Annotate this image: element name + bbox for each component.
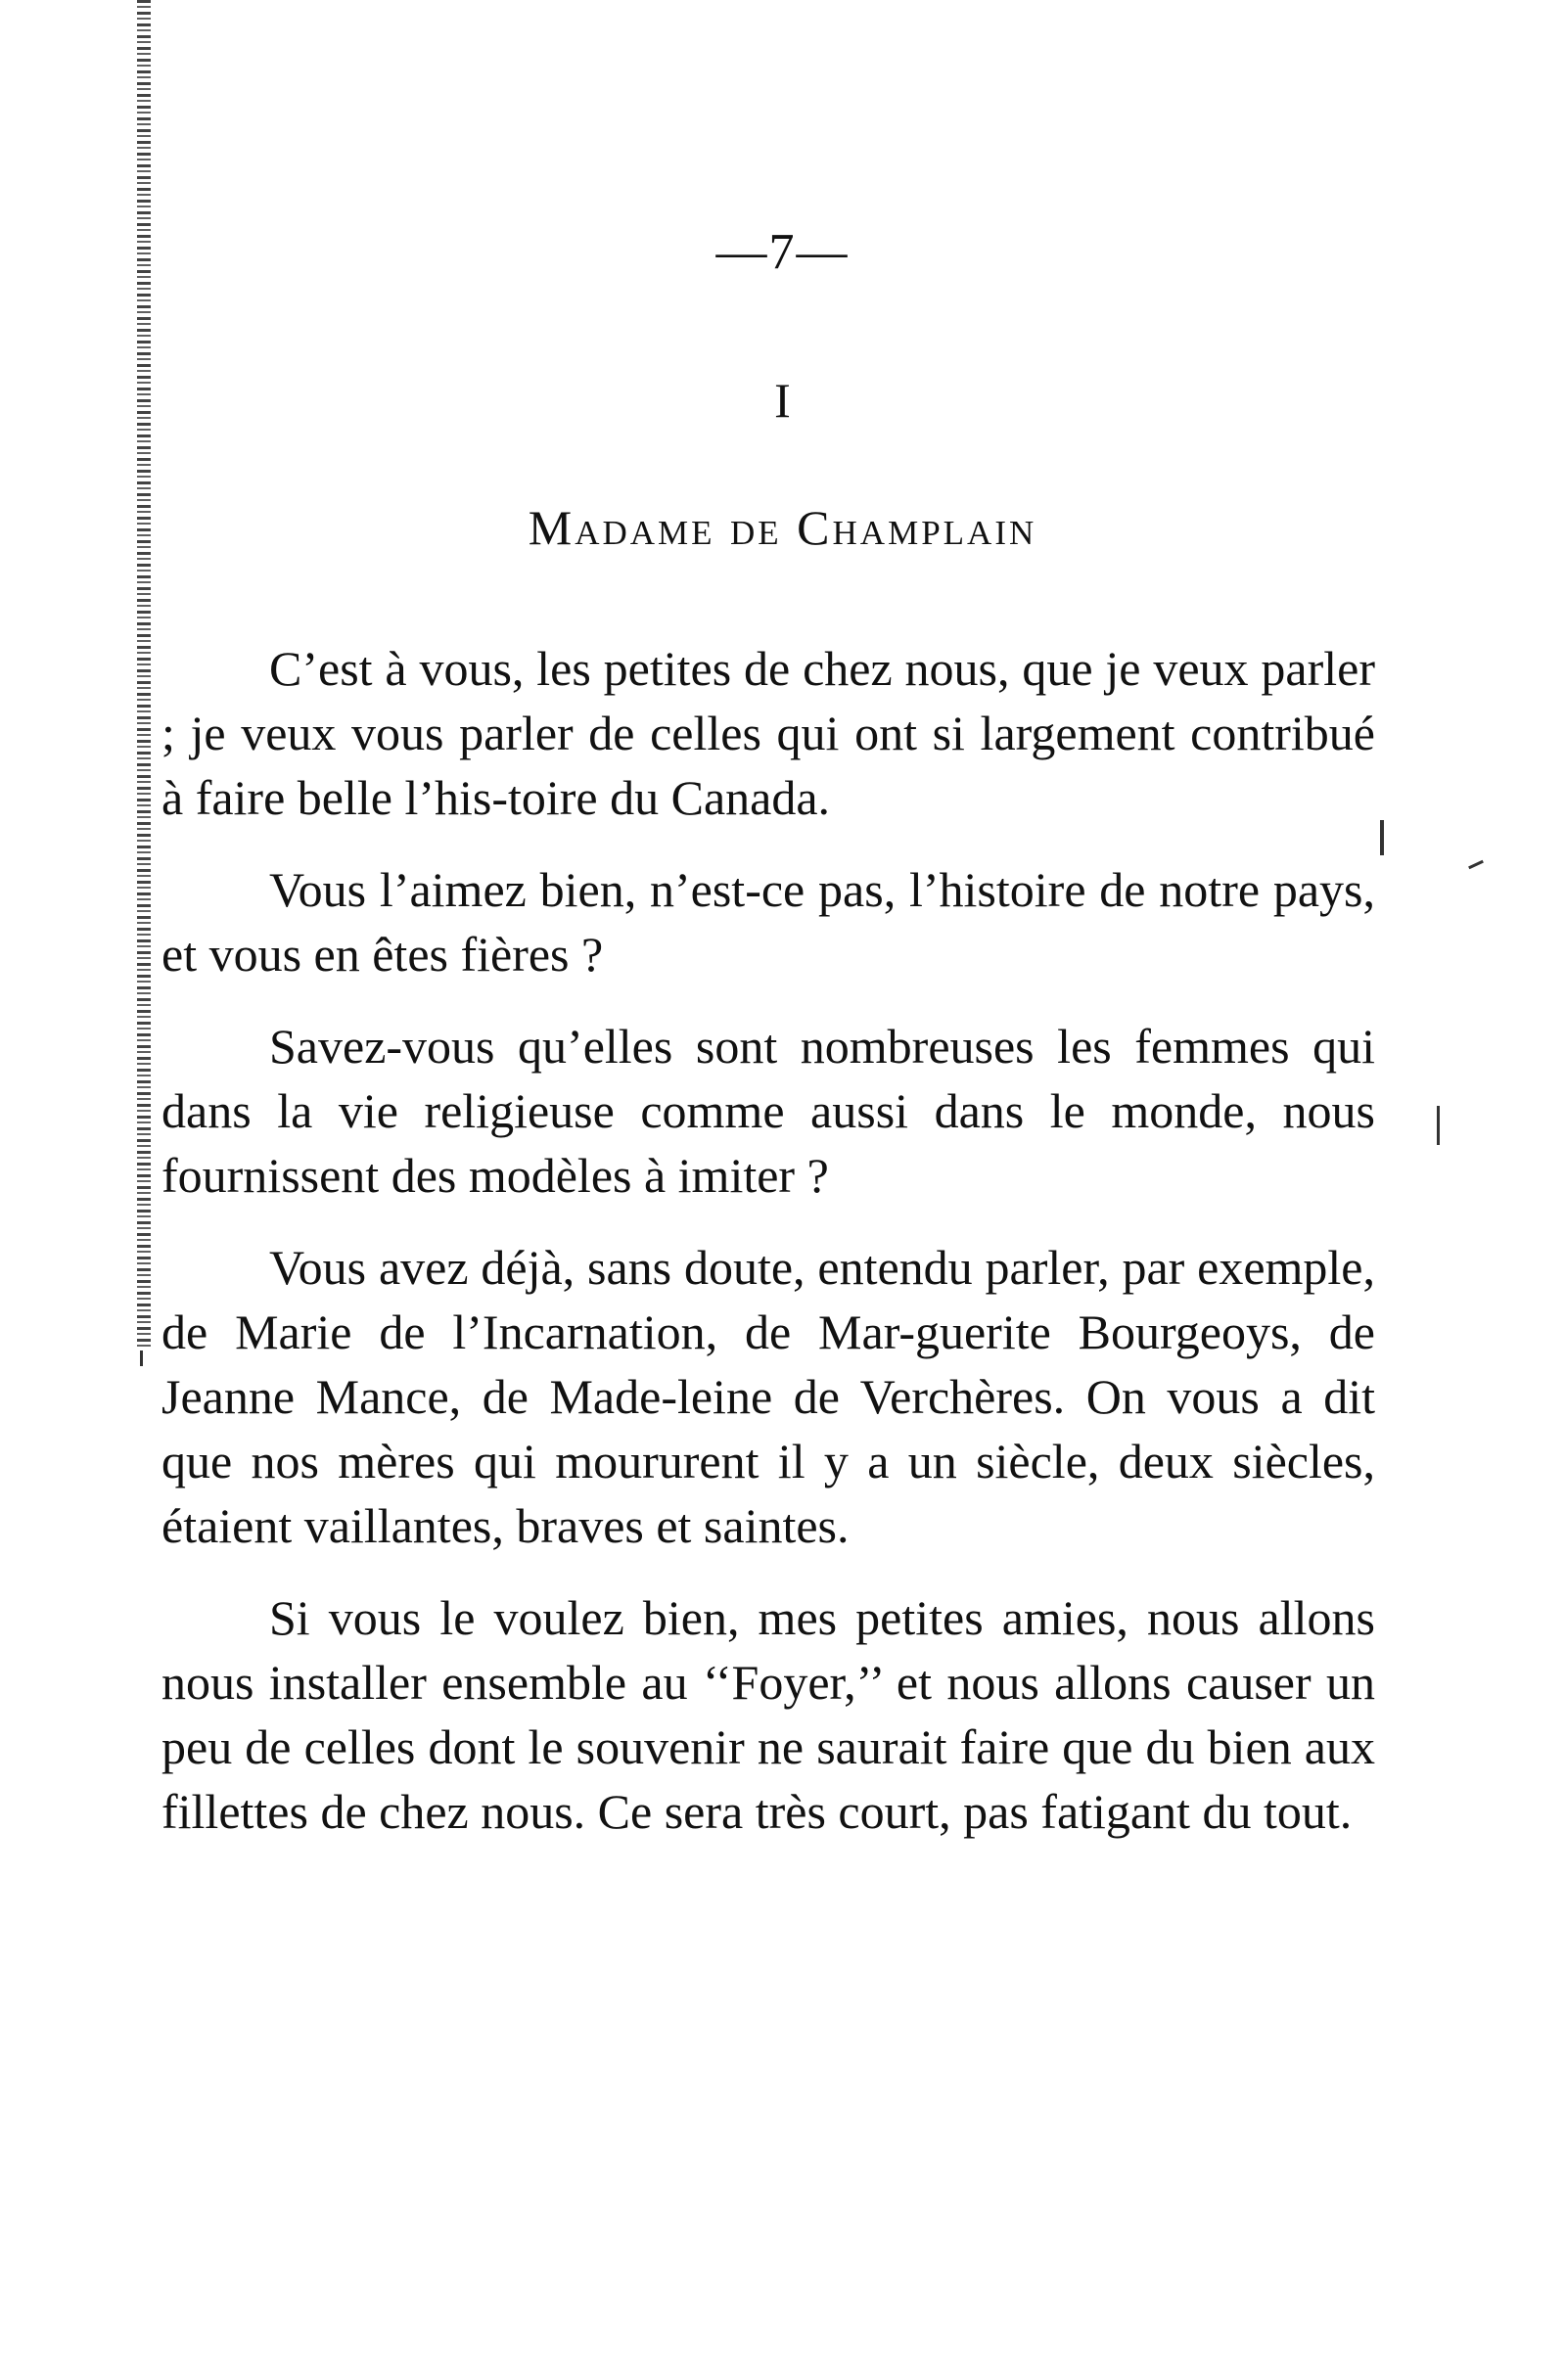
paragraph: C’est à vous, les petites de chez nous, que je veux parler ; je veux vous parler de celles qui ont si largement contribué à faire belle l’his-toire du Canada. [161,641,1375,825]
chapter-number: I [774,373,791,428]
chapter-title: Madame de Champlain [528,500,1037,555]
margin-tick-mark [1437,1106,1440,1145]
paragraph: Savez-vous qu’elles sont nombreuses les femmes qui dans la vie religieuse comme aussi dans le monde, nous fournissent des modèles à imiter ? [161,1019,1375,1203]
scan-speck [140,1350,143,1366]
body-text [161,636,1375,1844]
margin-dash-mark [1468,860,1484,869]
binding-edge-shadow [137,0,151,1350]
paragraph: Vous avez déjà, sans doute, entendu parler, par exemple, de Marie de l’Incarnation, de Mar-guerite Bourgeoys, de Jeanne Mance, de Made-leine de Verchères. On vous a dit que nos mères qui moururent il y a un siècle, deux siècles, étaient vaillantes, braves et saintes. [161,1240,1375,1553]
page-number: —7— [715,224,850,280]
margin-tick-mark [1380,820,1384,855]
paragraph: Vous l’aimez bien, n’est-ce pas, l’histoire de notre pays, et vous en êtes fières ? [161,862,1375,982]
paragraph: Si vous le voulez bien, mes petites amies, nous allons nous installer ensemble au ‘‘Foyer,’’ et nous allons causer un peu de celles dont le souvenir ne saurait faire que du bien aux fillettes de chez nous. Ce sera très court, pas fatigant du tout. [161,1590,1375,1839]
